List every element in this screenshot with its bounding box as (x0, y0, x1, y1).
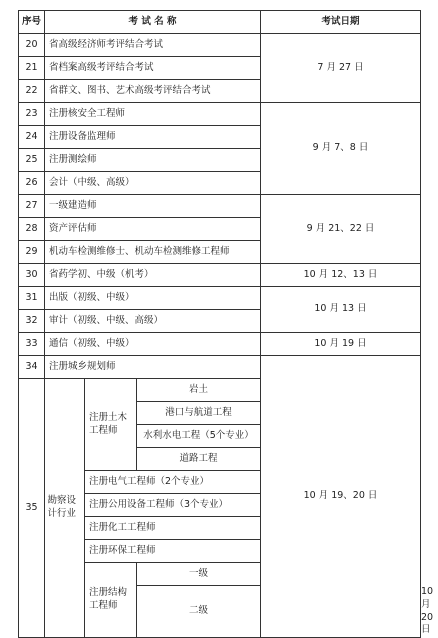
row-number: 30 (19, 264, 45, 287)
row-number: 24 (19, 126, 45, 149)
exam-name: 会计（中级、高级） (45, 172, 261, 195)
exam-name: 省高级经济师考评结合考试 (45, 34, 261, 57)
exam-name: 注册核安全工程师 (45, 103, 261, 126)
exam-name: 机动车检测维修士、机动车检测维修工程师 (45, 241, 261, 264)
row-number: 20 (19, 34, 45, 57)
structural-level: 一级 (137, 563, 261, 586)
header-no: 序号 (19, 11, 45, 34)
chemical-engineer: 注册化工工程师 (85, 517, 261, 540)
exam-name: 审计（初级、中级、高级） (45, 310, 261, 333)
row-number: 29 (19, 241, 45, 264)
exam-date: 7 月 27 日 (261, 34, 421, 103)
electrical-engineer: 注册电气工程师（2个专业） (85, 471, 261, 494)
row-number: 22 (19, 80, 45, 103)
exam-date: 10 月 19 日 (261, 333, 421, 356)
exam-date: 10 月 19、20 日 (261, 356, 421, 638)
row-number: 32 (19, 310, 45, 333)
exam-schedule-table (18, 10, 434, 638)
header-row (19, 11, 421, 34)
structural-engineer-label: 注册结构工程师 (85, 563, 137, 638)
environmental-engineer: 注册环保工程师 (85, 540, 261, 563)
table-row (19, 333, 421, 356)
exam-name: 一级建造师 (45, 195, 261, 218)
exam-name: 省档案高级考评结合考试 (45, 57, 261, 80)
civil-engineer-label: 注册土木工程师 (85, 379, 137, 471)
civil-subitem: 道路工程 (137, 448, 261, 471)
header-name: 考 试 名 称 (45, 11, 261, 34)
table-row (19, 287, 421, 310)
exam-date: 10 月 13 日 (261, 287, 421, 333)
row-number: 35 (19, 379, 45, 638)
row-number: 25 (19, 149, 45, 172)
table-row: 二级 10 月 20 日 (19, 586, 421, 638)
civil-subitem: 岩土 (137, 379, 261, 402)
row-number: 33 (19, 333, 45, 356)
exam-name: 通信（初级、中级） (45, 333, 261, 356)
exam-name: 省群文、图书、艺术高级考评结合考试 (45, 80, 261, 103)
row-number: 21 (19, 57, 45, 80)
header-date: 考试日期 (261, 11, 421, 34)
table-row (19, 195, 421, 218)
exam-name: 注册测绘师 (45, 149, 261, 172)
table-row (19, 103, 421, 126)
row-number: 28 (19, 218, 45, 241)
table-row (19, 264, 421, 287)
exam-name: 出版（初级、中级） (45, 287, 261, 310)
row-number: 34 (19, 356, 45, 379)
table-row (19, 356, 421, 379)
group-label: 勘察设计行业 (47, 495, 77, 520)
exam-date: 9 月 7、8 日 (261, 103, 421, 195)
row-number: 26 (19, 172, 45, 195)
row-number: 31 (19, 287, 45, 310)
exam-date: 10 月 12、13 日 (261, 264, 421, 287)
utility-engineer: 注册公用设备工程师（3个专业） (85, 494, 261, 517)
exam-date: 9 月 21、22 日 (261, 195, 421, 264)
civil-subitem: 港口与航道工程 (137, 402, 261, 425)
exam-name: 注册城乡规划师 (45, 356, 261, 379)
exam-name: 省药学初、中级（机考） (45, 264, 261, 287)
table-row (19, 34, 421, 57)
row-number: 23 (19, 103, 45, 126)
exam-name: 资产评估师 (45, 218, 261, 241)
row-number: 27 (19, 195, 45, 218)
structural-level: 二级 (137, 586, 261, 638)
exam-name: 注册设备监理师 (45, 126, 261, 149)
civil-subitem: 水利水电工程（5个专业） (137, 425, 261, 448)
exam-group (45, 379, 85, 638)
